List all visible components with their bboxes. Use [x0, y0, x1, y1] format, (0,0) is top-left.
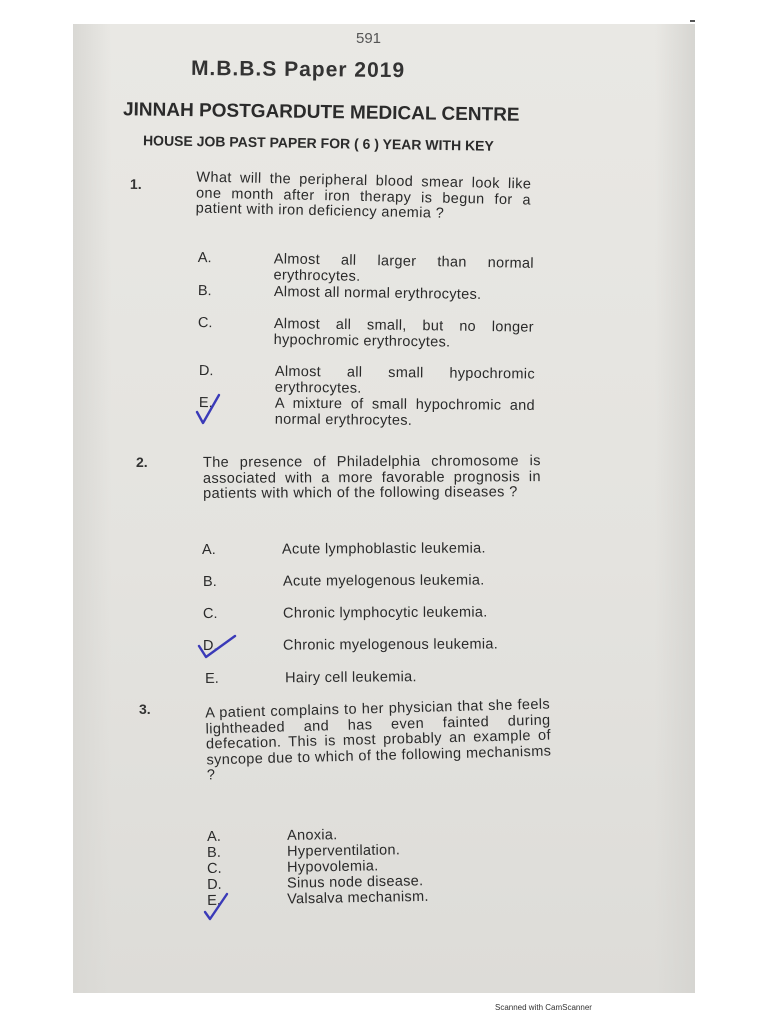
- option-letter: B.: [206, 844, 221, 861]
- option-text: Sinus node disease.: [286, 873, 424, 892]
- option-text: Hyperventilation.: [286, 842, 401, 860]
- scanned-page: [73, 24, 695, 993]
- option-letter: D.: [206, 876, 222, 893]
- scanner-watermark: Scanned with CamScanner: [495, 1003, 592, 1012]
- option-text: Almost all larger than normal erythrocytes.: [273, 251, 534, 285]
- option-letter: A.: [197, 250, 212, 267]
- option-letter: E.: [204, 670, 219, 687]
- institution-name: JINNAH POSTGARDUTE MEDICAL CENTRE: [122, 99, 520, 126]
- option-letter: A.: [206, 828, 221, 845]
- option-letter: D.: [198, 363, 214, 380]
- option-letter: E.: [198, 395, 213, 412]
- question-number: 3.: [139, 701, 151, 717]
- option-letter: B.: [202, 573, 217, 590]
- option-text: Almost all small hypochromic erythrocytes.: [274, 363, 535, 397]
- page-number: 591: [356, 30, 382, 47]
- paper-subtitle: HOUSE JOB PAST PAPER FOR ( 6 ) YEAR WITH KEY: [142, 132, 494, 154]
- option-text: Chronic myelogenous leukemia.: [282, 636, 499, 654]
- option-text: A mixture of small hypochromic and normal erythrocytes.: [274, 395, 535, 429]
- question-text: What will the peripheral blood smear look like one month after iron therapy is begun for a patient with iron deficiency anemia ?: [195, 169, 532, 222]
- option-text: Chronic lymphocytic leukemia.: [282, 604, 488, 622]
- option-text: Acute myelogenous leukemia.: [282, 572, 485, 590]
- question-text: The presence of Philadelphia chromosome is associated with a more favorable prognosis in patients with which of the following diseases ?: [202, 453, 542, 502]
- question-number: 2.: [136, 454, 148, 470]
- question-text: A patient complains to her physician that she feels lightheaded and has even fainted during defecation. This is most probably an example of syncope due to which of the following mechanisms ?: [205, 696, 552, 784]
- option-letter: E.: [206, 892, 221, 909]
- option-letter: C.: [206, 860, 222, 877]
- question-number: 1.: [129, 175, 142, 193]
- option-text: Hairy cell leukemia.: [284, 669, 417, 687]
- option-text: Acute lymphoblastic leukemia.: [281, 540, 486, 558]
- scan-edge-mark: [690, 20, 695, 22]
- option-letter: D.: [202, 637, 218, 654]
- paper-title: M.B.B.S Paper 2019: [190, 56, 406, 83]
- option-text: Almost all small, but no longer hypochromic erythrocytes.: [273, 316, 534, 351]
- option-text: Hypovolemia.: [286, 858, 379, 876]
- option-letter: A.: [201, 541, 216, 558]
- option-text: Valsalva mechanism.: [286, 888, 429, 908]
- option-text: Almost all normal erythrocytes.: [273, 284, 482, 303]
- option-letter: C.: [197, 315, 213, 332]
- option-letter: C.: [202, 605, 218, 622]
- option-text: Anoxia.: [286, 827, 338, 844]
- option-letter: B.: [197, 283, 212, 300]
